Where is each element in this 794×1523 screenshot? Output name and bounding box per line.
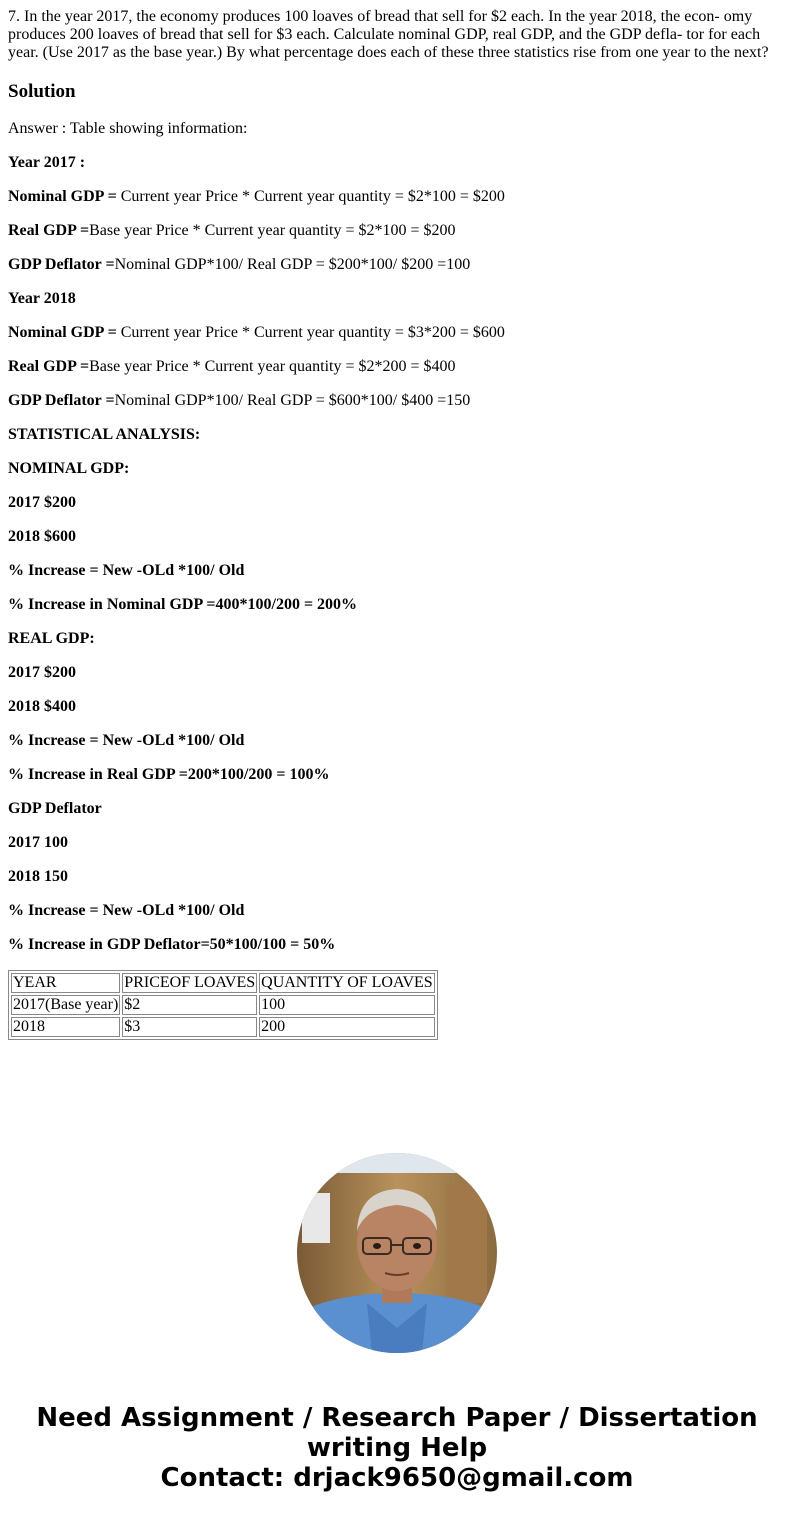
deflator-heading: GDP Deflator — [8, 800, 102, 817]
author-photo — [297, 1153, 497, 1353]
table-header-cell: PRICEOF LOAVES — [124, 974, 256, 991]
real-gdp-2017: 2017 $200 — [8, 664, 76, 681]
promo-footer — [0, 1403, 794, 1493]
table-cell: 100 — [259, 995, 435, 1015]
real-gdp-2018: 2018 $400 — [8, 698, 76, 715]
table-cell: 2017(Base year) — [13, 996, 119, 1013]
deflator-result: % Increase in GDP Deflator=50*100/100 = 50% — [8, 936, 336, 953]
deflator-2017: 2017 100 — [8, 834, 68, 851]
loaves-table — [8, 970, 438, 1040]
nominal-gdp-result: % Increase in Nominal GDP =400*100/200 = 200% — [8, 596, 358, 613]
year-2017-real-gdp: Real GDP =Base year Price * Current year quantity = $2*100 = $200 — [8, 222, 456, 239]
year-2018-heading: Year 2018 — [8, 290, 76, 307]
question-text: 7. In the year 2017, the economy produces 100 loaves of bread that sell for $2 each. In the year 2018, the econ- omy produces 200 loaves of bread that sell for $3 each. Calculate nominal GDP, real GDP, and the GDP defla- tor for each year. (Use 2017 as the base year.) By what percentage does each of these three statistics rise from one year to the next? — [8, 8, 769, 61]
table-cell: 200 — [259, 1017, 435, 1037]
deflator-formula: % Increase = New -OLd *100/ Old — [8, 902, 245, 919]
year-2017-nominal-gdp: Nominal GDP = Current year Price * Current year quantity = $2*100 = $200 — [8, 188, 505, 205]
table-header-row — [11, 973, 435, 993]
year-2017-gdp-deflator: GDP Deflator =Nominal GDP*100/ Real GDP = $200*100/ $200 =100 — [8, 256, 471, 273]
table-row — [11, 995, 435, 1015]
nominal-gdp-formula: % Increase = New -OLd *100/ Old — [8, 562, 245, 579]
promo-line-2: writing Help — [306, 1433, 488, 1463]
table-row — [11, 1017, 435, 1037]
nominal-gdp-2017: 2017 $200 — [8, 494, 76, 511]
nominal-gdp-heading: NOMINAL GDP: — [8, 460, 130, 477]
analysis-heading: STATISTICAL ANALYSIS: — [8, 426, 201, 443]
year-2018-real-gdp: Real GDP =Base year Price * Current year quantity = $2*200 = $400 — [8, 358, 456, 375]
table-cell: 2018 — [11, 1017, 120, 1037]
real-gdp-formula: % Increase = New -OLd *100/ Old — [8, 732, 245, 749]
promo-contact: Contact: drjack9650@gmail.com — [160, 1463, 634, 1493]
table-cell: $3 — [122, 1017, 257, 1037]
solution-heading: Solution — [8, 81, 76, 102]
promo-line-1: Need Assignment / Research Paper / Dissertation — [36, 1403, 758, 1433]
year-2018-nominal-gdp: Nominal GDP = Current year Price * Current year quantity = $3*200 = $600 — [8, 324, 505, 341]
year-2018-gdp-deflator: GDP Deflator =Nominal GDP*100/ Real GDP = $600*100/ $400 =150 — [8, 392, 471, 409]
real-gdp-heading: REAL GDP: — [8, 630, 95, 647]
table-header-cell: YEAR — [11, 973, 120, 993]
real-gdp-result: % Increase in Real GDP =200*100/200 = 100% — [8, 766, 330, 783]
author-portrait-image — [297, 1153, 497, 1353]
solution-document — [8, 8, 786, 1040]
table-header-cell: QUANTITY OF LOAVES — [261, 974, 433, 991]
nominal-gdp-2018: 2018 $600 — [8, 528, 76, 545]
deflator-2018: 2018 150 — [8, 868, 68, 885]
year-2017-heading: Year 2017 : — [8, 154, 86, 171]
answer-intro: Answer : Table showing information: — [8, 120, 248, 137]
table-cell: $2 — [122, 995, 257, 1015]
